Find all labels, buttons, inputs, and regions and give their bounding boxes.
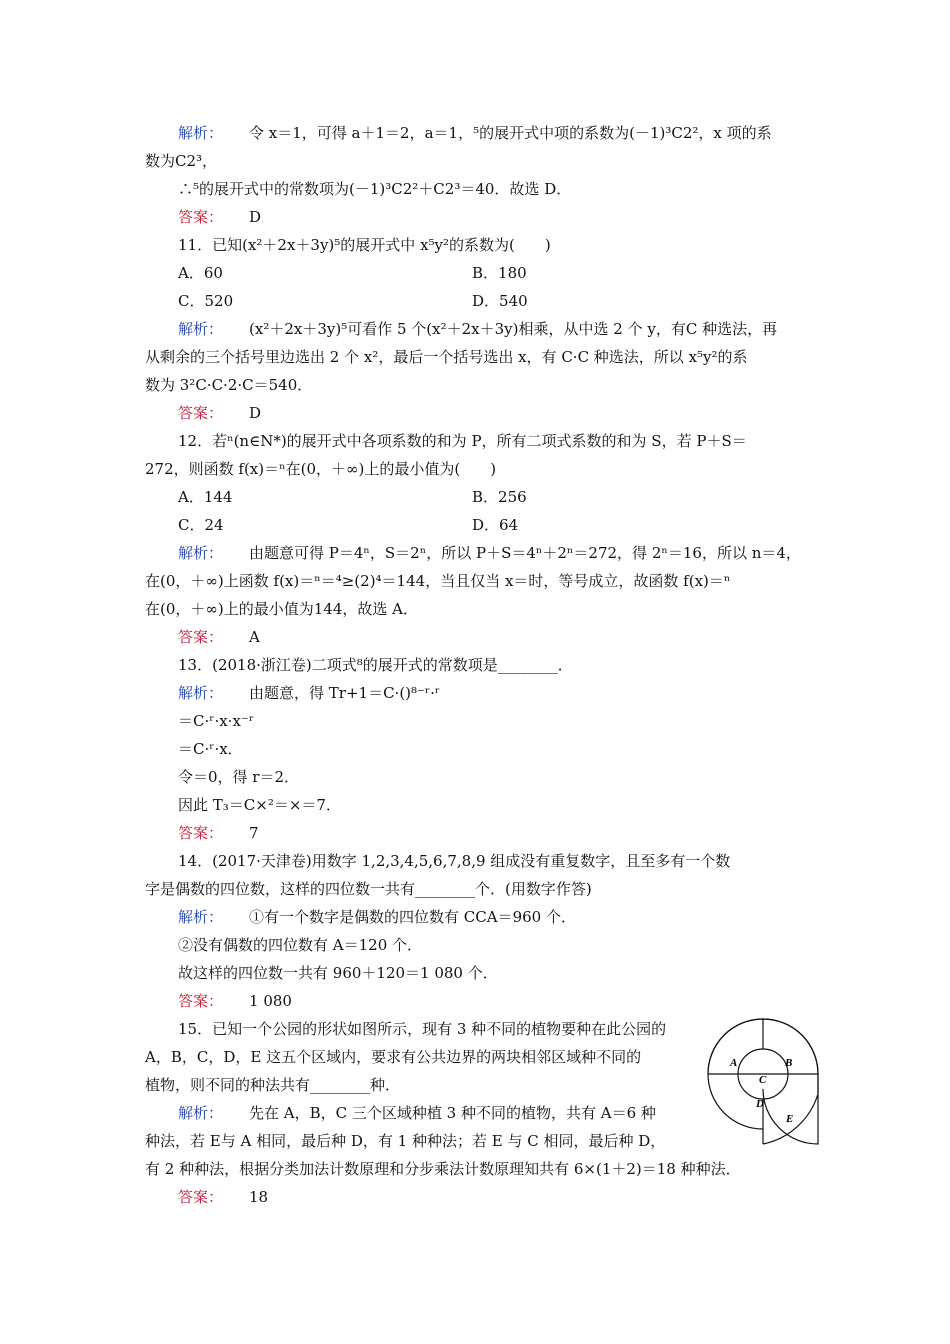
option-d: D．540 bbox=[472, 292, 528, 310]
answer-label: 答案： bbox=[178, 992, 224, 1010]
solution-text: ①有一个数字是偶数的四位数有 CCA＝960 个． bbox=[249, 908, 576, 926]
option-b: B．256 bbox=[472, 488, 527, 506]
answer-line bbox=[178, 823, 259, 843]
solution-label: 解析： bbox=[178, 684, 224, 702]
solution-line: 数为 3²C·C·2·C＝540． bbox=[145, 376, 313, 394]
question-14: 14．(2017·天津卷)用数字 1,2,3,4,5,6,7,8,9 组成没有重复数字，且至多有一个数 bbox=[178, 852, 731, 870]
solution-line: ＝C·ʳ·x． bbox=[178, 740, 243, 758]
answer-line bbox=[178, 1187, 268, 1207]
solution-line: 令＝0，得 r＝2． bbox=[178, 768, 300, 786]
answer-value: D bbox=[249, 404, 262, 422]
region-label-b: B bbox=[785, 1057, 793, 1069]
answer-value: 7 bbox=[249, 824, 259, 842]
solution-line: 有 2 种种法，根据分类加法计数原理和分步乘法计数原理知共有 6×(1＋2)＝18 种种法． bbox=[145, 1160, 741, 1178]
region-label-c: C bbox=[759, 1074, 767, 1086]
answer-value: D bbox=[249, 208, 262, 226]
question-13: 13．(2018·浙江卷)二项式⁸的展开式的常数项是________． bbox=[178, 656, 573, 674]
solution-label: 解析： bbox=[178, 320, 224, 338]
option-a: A．144 bbox=[178, 488, 233, 506]
solution-line: 在(0，＋∞)上函数 f(x)＝ⁿ＝⁴≥(2)⁴＝144，当且仅当 x＝时，等号成立，故函数 f(x)＝ⁿ bbox=[145, 572, 731, 590]
answer-label: 答案： bbox=[178, 1188, 224, 1206]
option-b: B．180 bbox=[472, 264, 527, 282]
solution-line: ＝C·ʳ·x·x⁻ʳ bbox=[178, 712, 255, 730]
region-label-a: A bbox=[730, 1057, 738, 1069]
solution-line bbox=[178, 1103, 656, 1123]
solution-line: 因此 T₃＝C×²＝×＝7． bbox=[178, 796, 341, 814]
solution-text: 由题意，得 Tr+1＝C·()⁸⁻ʳ·ʳ bbox=[249, 684, 441, 702]
solution-line bbox=[178, 319, 777, 339]
solution-line: 从剩余的三个括号里边选出 2 个 x²，最后一个括号选出 x，有 C·C 种选法，所以 x⁵y²的系 bbox=[145, 348, 748, 366]
question-14-cont: 字是偶数的四位数，这样的四位数一共有________个．(用数字作答) bbox=[145, 880, 592, 898]
question-15-cont: 植物，则不同的种法共有________种． bbox=[145, 1076, 401, 1094]
solution-line bbox=[178, 683, 440, 703]
solution-line: ②没有偶数的四位数有 A＝120 个． bbox=[178, 936, 423, 954]
answer-label: 答案： bbox=[178, 824, 224, 842]
answer-line bbox=[178, 403, 261, 423]
question-15-cont: A，B，C，D，E 这五个区域内，要求有公共边界的两块相邻区域种不同的 bbox=[145, 1048, 642, 1066]
answer-line bbox=[178, 207, 261, 227]
answer-line bbox=[178, 991, 292, 1011]
solution-text: 由题意可得 P＝4ⁿ，S＝2ⁿ，所以 P＋S＝4ⁿ＋2ⁿ＝272，得 2ⁿ＝16，所以 n＝4， bbox=[249, 544, 801, 562]
region-label-d: D bbox=[756, 1098, 764, 1110]
answer-label: 答案： bbox=[178, 208, 224, 226]
option-a: A．60 bbox=[178, 264, 223, 282]
solution-line: 在(0，＋∞)上的最小值为144，故选 A． bbox=[145, 600, 418, 618]
answer-line bbox=[178, 627, 260, 647]
answer-value: A bbox=[249, 628, 260, 646]
solution-line bbox=[178, 543, 801, 563]
solution-line bbox=[178, 907, 576, 927]
question-12-cont: 272，则函数 f(x)＝ⁿ在(0，＋∞)上的最小值为( ) bbox=[145, 460, 497, 478]
question-15: 15．已知一个公园的形状如图所示，现有 3 种不同的植物要种在此公园的 bbox=[178, 1020, 667, 1038]
solution-line bbox=[178, 123, 772, 143]
solution-line: ∴⁵的展开式中的常数项为(－1)³C2²＋C2³＝40．故选 D． bbox=[178, 180, 572, 198]
option-c: C．24 bbox=[178, 516, 224, 534]
question-11: 11．已知(x²＋2x＋3y)⁵的展开式中 x⁵y²的系数为( ) bbox=[178, 236, 551, 254]
option-d: D．64 bbox=[472, 516, 519, 534]
option-c: C．520 bbox=[178, 292, 234, 310]
solution-text: 先在 A，B，C 三个区域种植 3 种不同的植物，共有 A＝6 种 bbox=[249, 1104, 656, 1122]
solution-label: 解析： bbox=[178, 1104, 224, 1122]
solution-line: 种法，若 E与 A 相同，最后种 D，有 1 种种法；若 E 与 C 相同，最后种 D， bbox=[145, 1132, 666, 1150]
solution-line: 数为C2³， bbox=[145, 152, 218, 170]
solution-text: (x²＋2x＋3y)⁵可看作 5 个(x²＋2x＋3y)相乘，从中选 2 个 y，有C 种选法，再 bbox=[249, 320, 778, 338]
solution-label: 解析： bbox=[178, 908, 224, 926]
answer-label: 答案： bbox=[178, 404, 224, 422]
solution-text: 令 x＝1，可得 a＋1＝2，a＝1，⁵的展开式中项的系数为(－1)³C2²，x 项的系 bbox=[249, 124, 772, 142]
answer-value: 18 bbox=[249, 1188, 269, 1206]
answer-value: 1 080 bbox=[249, 992, 292, 1010]
solution-label: 解析： bbox=[178, 124, 224, 142]
solution-line: 故这样的四位数一共有 960＋120＝1 080 个． bbox=[178, 964, 498, 982]
region-label-e: E bbox=[786, 1113, 794, 1125]
question-12: 12．若ⁿ(n∈N*)的展开式中各项系数的和为 P，所有二项式系数的和为 S，若 P＋S＝ bbox=[178, 432, 747, 450]
solution-label: 解析： bbox=[178, 544, 224, 562]
park-region-diagram bbox=[706, 1014, 820, 1146]
answer-label: 答案： bbox=[178, 628, 224, 646]
